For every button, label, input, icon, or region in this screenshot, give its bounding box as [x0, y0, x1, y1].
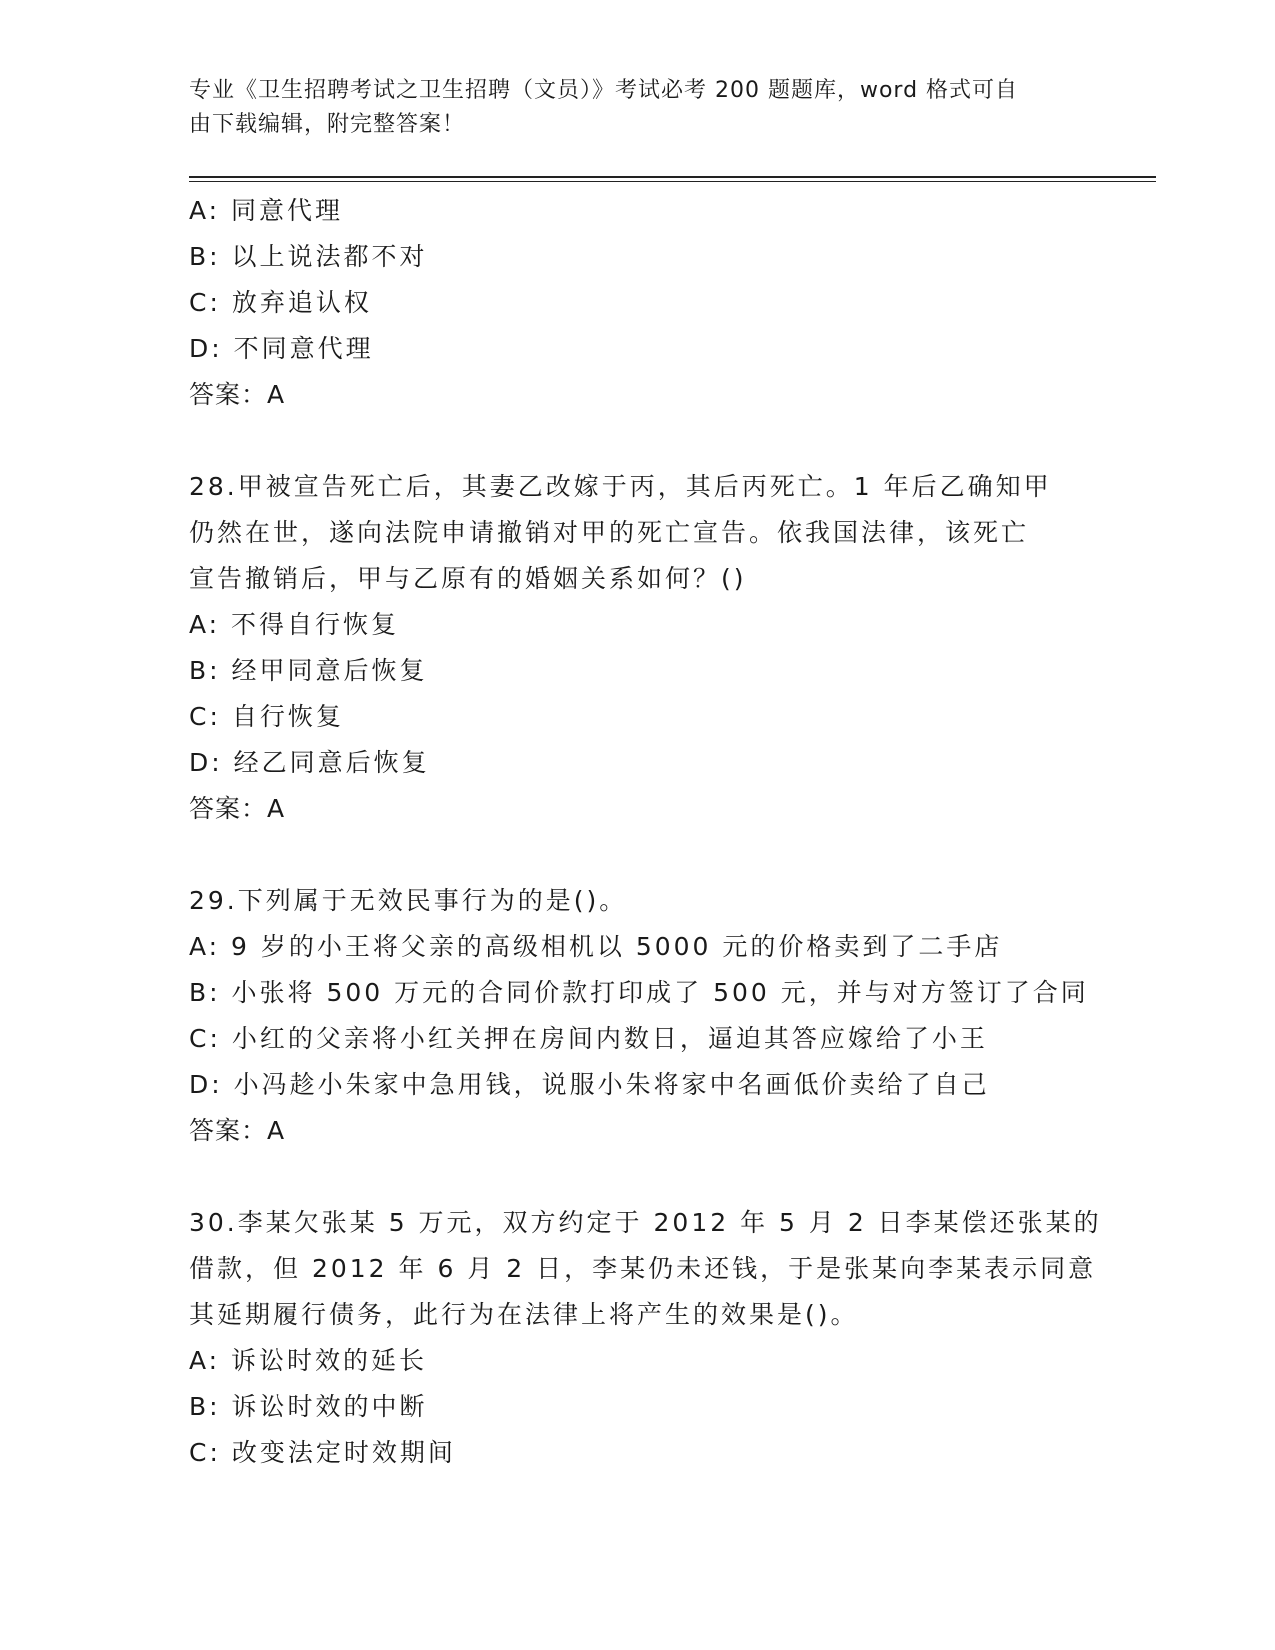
question-27-continued [189, 188, 1089, 418]
option-a: A: 9 岁的小王将父亲的高级相机以 5000 元的价格卖到了二手店 [189, 932, 1003, 961]
question-stem-line: 其延期履行债务，此行为在法律上将产生的效果是()。 [189, 1300, 859, 1329]
option-c: C: 放弃追认权 [189, 288, 372, 317]
question-stem-line: 宣告撤销后，甲与乙原有的婚姻关系如何？() [189, 564, 747, 593]
answer-line: 答案：A [189, 794, 286, 823]
question-29 [189, 878, 1089, 1154]
option-d: D: 不同意代理 [189, 334, 374, 363]
option-c: C: 自行恢复 [189, 702, 344, 731]
option-b: B: 经甲同意后恢复 [189, 656, 428, 685]
option-b: B: 以上说法都不对 [189, 242, 428, 271]
question-list [189, 188, 1102, 1476]
question-stem-line: 28.甲被宣告死亡后，其妻乙改嫁于丙，其后丙死亡。1 年后乙确知甲 [189, 472, 1052, 501]
header-line-1: 专业《卫生招聘考试之卫生招聘（文员）》考试必考 200 题题库，word 格式可自 [189, 78, 1019, 103]
question-stem-line: 仍然在世，遂向法院申请撤销对甲的死亡宣告。依我国法律，该死亡 [189, 518, 1030, 547]
option-a: A: 不得自行恢复 [189, 610, 400, 639]
option-c: C: 改变法定时效期间 [189, 1438, 456, 1467]
question-stem-line: 29.下列属于无效民事行为的是()。 [189, 886, 628, 915]
answer-line: 答案：A [189, 1116, 286, 1145]
document-header [189, 74, 1089, 142]
option-a: A: 同意代理 [189, 196, 344, 225]
option-d: D: 经乙同意后恢复 [189, 748, 430, 777]
spacer [189, 418, 1089, 464]
option-a: A: 诉讼时效的延长 [189, 1346, 428, 1375]
question-stem-line: 30.李某欠张某 5 万元，双方约定于 2012 年 5 月 2 日李某偿还张某的 [189, 1208, 1102, 1237]
header-divider-thin [189, 181, 1156, 182]
answer-line: 答案：A [189, 380, 286, 409]
question-30 [189, 1200, 1102, 1476]
option-b: B: 小张将 500 万元的合同价款打印成了 500 元，并与对方签订了合同 [189, 978, 1089, 1007]
question-28 [189, 464, 1089, 832]
header-divider-thick [189, 176, 1156, 178]
option-d: D: 小冯趁小朱家中急用钱，说服小朱将家中名画低价卖给了自己 [189, 1070, 990, 1099]
spacer [189, 1154, 1089, 1200]
header-line-2: 由下载编辑，附完整答案！ [189, 112, 466, 137]
option-c: C: 小红的父亲将小红关押在房间内数日，逼迫其答应嫁给了小王 [189, 1024, 988, 1053]
spacer [189, 832, 1089, 878]
option-b: B: 诉讼时效的中断 [189, 1392, 428, 1421]
question-stem-line: 借款，但 2012 年 6 月 2 日，李某仍未还钱，于是张某向李某表示同意 [189, 1254, 1097, 1283]
